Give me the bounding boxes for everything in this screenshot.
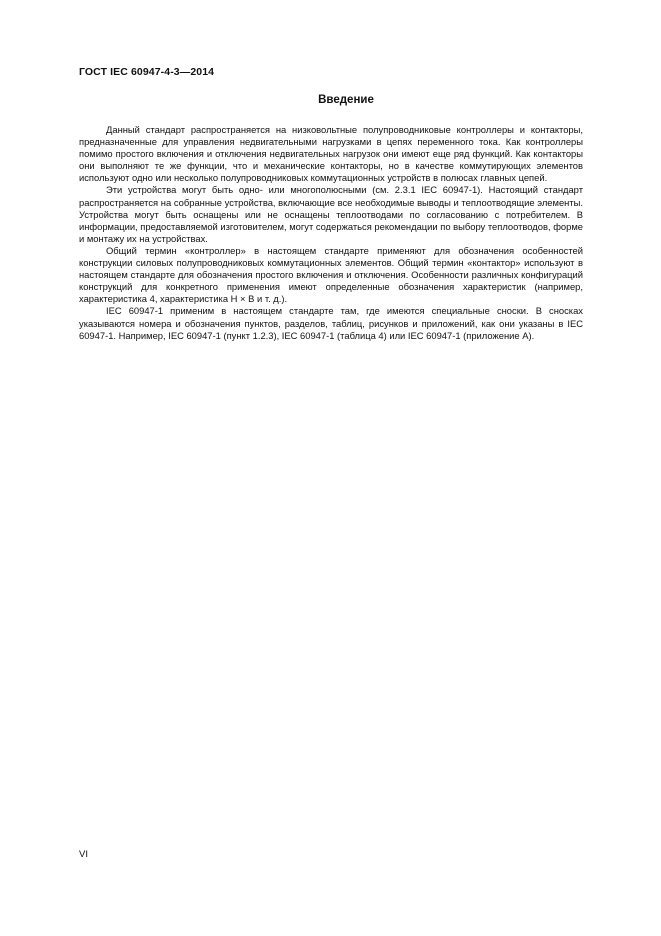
- paragraph-2: Эти устройства могут быть одно- или многополюсными (см. 2.3.1 IEC 60947-1). Настоящий стандарт распространяется на собранные устройства, включающие все необходимые выводы и теплоотводящие элементы. Устройства могут быть оснащены или не оснащены теплоотводами по согласованию с потребителем. В информации, предоставляемой изготовителем, могут содержаться рекомендации по выбору теплоотводов, форме и монтажу их на устройствах.: [79, 184, 583, 244]
- document-header-code: ГОСТ IEC 60947-4-3—2014: [79, 66, 215, 78]
- page-number: VI: [79, 849, 88, 860]
- paragraph-3: Общий термин «контроллер» в настоящем стандарте применяют для обозначения особенностей конструкции силовых полупроводниковых коммутационных элементов. Общий термин «контактор» используют в настоящем стандарте для обозначения простого включения и отключения. Особенности различных конфигураций конструкций для конкретного применения имеют определенные обозначения характеристик (например, характеристика 4, характеристика H × B и т. д.).: [79, 244, 583, 305]
- section-title: Введение: [318, 94, 374, 106]
- body-text: [79, 124, 583, 342]
- paragraph-4: IEC 60947-1 применим в настоящем стандарте там, где имеются специальные сноски. В сносках указываются номера и обозначения пунктов, разделов, таблиц, рисунков и приложений, как они указаны в IEC 60947-1. Например, IEC 60947-1 (пункт 1.2.3), IEC 60947-1 (таблица 4) или IEC 60947-1 (приложение А).: [79, 305, 583, 341]
- paragraph-1: Данный стандарт распространяется на низковольтные полупроводниковые контроллеры и контакторы, предназначенные для управления недвигательными нагрузками в цепях переменного тока. Как контроллеры помимо простого включения и отключения недвигательных нагрузок они имеют еще ряд функций. Как контакторы они выполняют те же функции, что и механические контакторы, но в качестве коммутирующих элементов используют одно или несколько полупроводниковых коммутационных устройств в полюсах главных цепей.: [79, 124, 583, 184]
